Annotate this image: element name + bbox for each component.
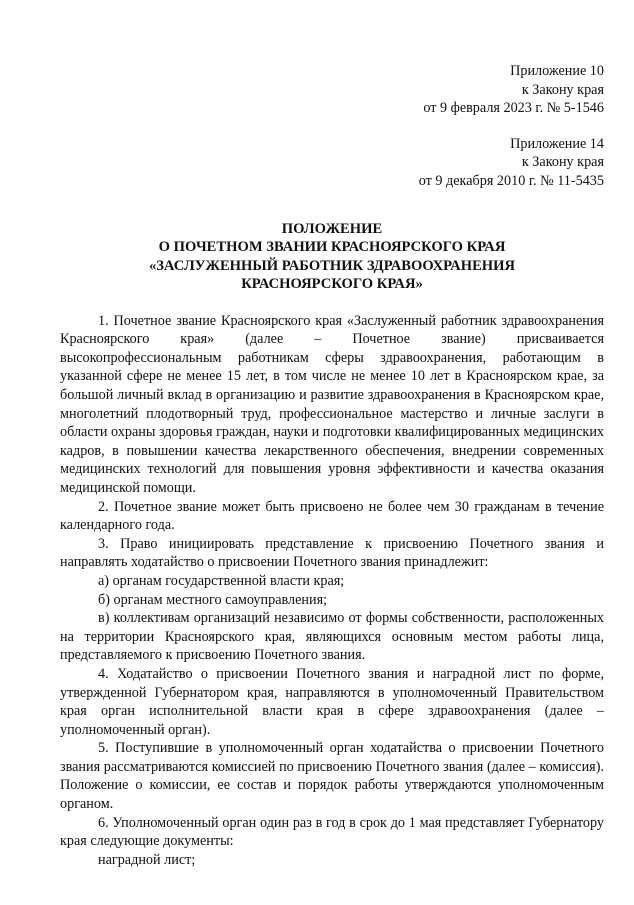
paragraph-3a: а) органам государственной власти края; bbox=[98, 572, 345, 589]
appendix-1-law: к Закону края bbox=[521, 81, 604, 98]
paragraph-6: 6. Уполномоченный орган один раз в год в срок до 1 мая представляет Губернатору края следующие документы: bbox=[60, 814, 604, 850]
paragraph-3: 3. Право инициировать представление к присвоению Почетного звания и направлять ходатайство о присвоении Почетного звания принадлежит: bbox=[60, 535, 604, 571]
paragraph-3b: б) органам местного самоуправления; bbox=[98, 591, 328, 608]
title-line-3: «ЗАСЛУЖЕННЫЙ РАБОТНИК ЗДРАВООХРАНЕНИЯ bbox=[148, 257, 516, 274]
appendix-2-law: к Закону края bbox=[521, 154, 604, 170]
paragraph-3c: в) коллективам организаций независимо от формы собственности, расположенных на территории Красноярского края, являющихся основным местом работы лица, представляемого к присвоению Почетного звания. bbox=[60, 610, 604, 664]
appendix-1-number: Приложение 10 bbox=[510, 63, 604, 79]
appendix-2-date: от 9 декабря 2010 г. № 11-5435 bbox=[418, 172, 604, 189]
appendix-2-number: Приложение 14 bbox=[510, 135, 604, 152]
document-title bbox=[60, 220, 604, 294]
appendix-1-date: от 9 февраля 2023 г. № 5-1546 bbox=[423, 100, 604, 116]
title-line-1: ПОЛОЖЕНИЕ bbox=[281, 221, 383, 237]
document-body bbox=[60, 312, 604, 870]
title-line-4: КРАСНОЯРСКОГО КРАЯ» bbox=[241, 276, 423, 293]
appendix-block-2 bbox=[60, 135, 604, 191]
appendix-block-1 bbox=[60, 62, 604, 118]
title-line-2: О ПОЧЕТНОМ ЗВАНИИ КРАСНОЯРСКОГО КРАЯ bbox=[158, 239, 506, 256]
paragraph-5: 5. Поступившие в уполномоченный орган ходатайства о присвоении Почетного звания рассматриваются комиссией по присвоению Почетного звания (далее – комиссия). Положение о комиссии, ее состав и порядок работы утверждаются уполномоченным органом. bbox=[60, 740, 604, 813]
paragraph-6-item-1: наградной лист; bbox=[98, 851, 196, 868]
paragraph-4: 4. Ходатайство о присвоении Почетного звания и наградной лист по форме, утвержденной Губернатором края, направляются в уполномоченный Правительством края орган исполнительной власти края в сфере здравоохранения (далее – уполномоченный орган). bbox=[60, 665, 604, 738]
paragraph-1: 1. Почетное звание Красноярского края «Заслуженный работник здравоохранения Красноярского края» (далее – Почетное звание) присваивается высокопрофессиональным работникам сферы здравоохранения, работающим в указанной сфере не менее 15 лет, в том числе не менее 10 лет в Красноярском крае, за большой личный вклад в организацию и развитие здравоохранения в Красноярском крае, многолетний плодотворный труд, профессиональное мастерство и личные заслуги в области охраны здоровья граждан, науки и подготовки квалифицированных медицинских кадров, в повышении качества лекарственного обеспечения, внедрении современных медицинских технологий для повышения уровня эффективности и качества оказания медицинской помощи. bbox=[60, 312, 604, 496]
paragraph-2: 2. Почетное звание может быть присвоено не более чем 30 гражданам в течение календарного года. bbox=[60, 498, 604, 534]
